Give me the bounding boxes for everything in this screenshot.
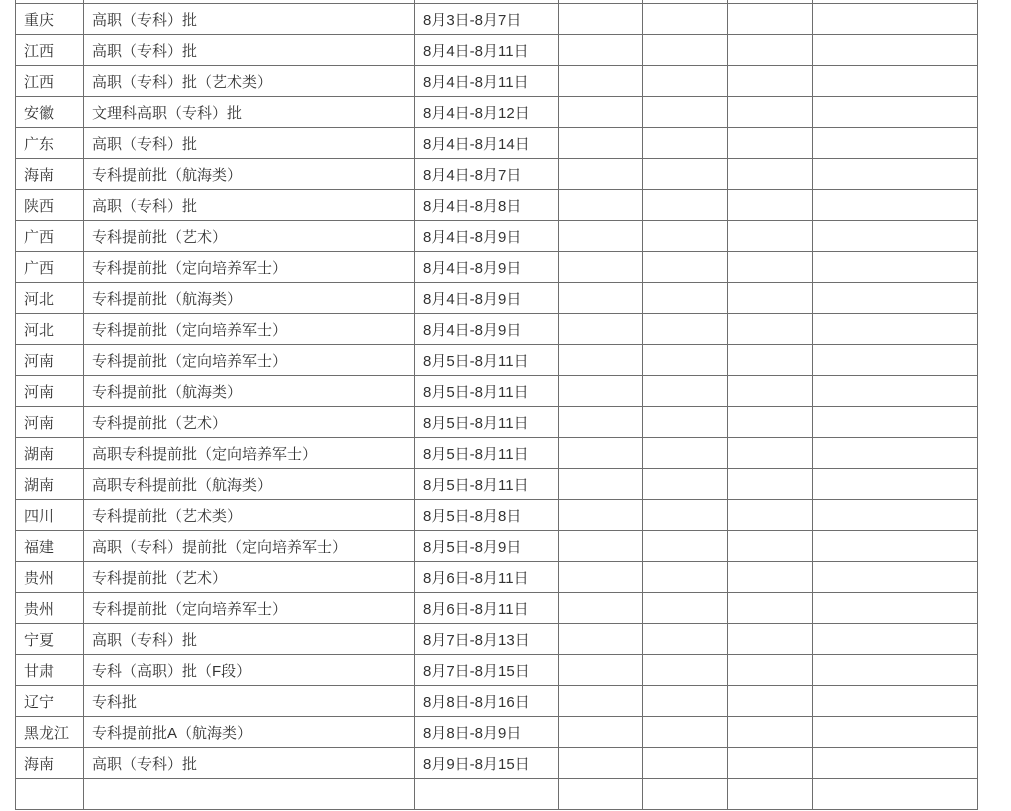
province-cell: 海南 <box>16 748 84 779</box>
date-range-cell: 8月6日-8月11日 <box>415 562 559 593</box>
province-cell: 河南 <box>16 407 84 438</box>
table-row <box>16 283 978 314</box>
empty-cell <box>728 4 813 35</box>
batch-cell: 专科（高职）批（F段） <box>84 655 415 686</box>
table-row <box>16 314 978 345</box>
province-cell: 河北 <box>16 283 84 314</box>
empty-cell <box>643 66 728 97</box>
empty-cell <box>643 500 728 531</box>
table-row <box>16 128 978 159</box>
date-range-cell: 8月5日-8月11日 <box>415 376 559 407</box>
empty-cell <box>643 779 728 810</box>
empty-cell <box>559 314 643 345</box>
date-range-cell: 8月4日-8月9日 <box>415 283 559 314</box>
table-row <box>16 345 978 376</box>
date-range-cell: 8月9日-8月15日 <box>415 748 559 779</box>
empty-cell <box>813 779 978 810</box>
province-cell: 河南 <box>16 376 84 407</box>
province-cell: 江西 <box>16 35 84 66</box>
province-cell: 湖南 <box>16 438 84 469</box>
province-cell: 陕西 <box>16 190 84 221</box>
batch-cell: 专科提前批（艺术） <box>84 407 415 438</box>
province-cell: 广西 <box>16 252 84 283</box>
batch-cell: 文理科高职（专科）批 <box>84 97 415 128</box>
empty-cell <box>643 469 728 500</box>
batch-cell: 专科提前批A（航海类） <box>84 717 415 748</box>
batch-cell: 高职（专科）批 <box>84 4 415 35</box>
empty-cell <box>813 531 978 562</box>
batch-cell: 专科提前批（航海类） <box>84 376 415 407</box>
date-range-cell: 8月4日-8月9日 <box>415 252 559 283</box>
empty-cell <box>559 66 643 97</box>
province-cell: 江西 <box>16 66 84 97</box>
date-range-cell: 8月7日-8月13日 <box>415 624 559 655</box>
empty-cell <box>813 283 978 314</box>
province-cell: 河北 <box>16 314 84 345</box>
table-row <box>16 35 978 66</box>
empty-cell <box>643 35 728 66</box>
empty-cell <box>559 252 643 283</box>
empty-cell <box>728 190 813 221</box>
empty-cell <box>813 4 978 35</box>
province-cell: 重庆 <box>16 4 84 35</box>
table-row <box>16 376 978 407</box>
province-cell: 贵州 <box>16 593 84 624</box>
empty-cell <box>728 252 813 283</box>
empty-cell <box>559 779 643 810</box>
province-cell: 河南 <box>16 345 84 376</box>
batch-cell: 高职（专科）批（艺术类） <box>84 66 415 97</box>
batch-cell: 高职（专科）提前批（定向培养军士） <box>84 531 415 562</box>
empty-cell <box>643 283 728 314</box>
empty-cell <box>559 4 643 35</box>
empty-cell <box>643 531 728 562</box>
empty-cell <box>813 345 978 376</box>
date-range-cell: 8月5日-8月9日 <box>415 531 559 562</box>
table-row <box>16 407 978 438</box>
empty-cell <box>813 190 978 221</box>
empty-cell <box>728 531 813 562</box>
empty-cell <box>559 376 643 407</box>
empty-cell <box>643 314 728 345</box>
batch-cell: 高职（专科）批 <box>84 128 415 159</box>
table-row <box>16 655 978 686</box>
empty-cell <box>643 190 728 221</box>
empty-cell <box>559 500 643 531</box>
empty-cell <box>643 159 728 190</box>
province-cell: 海南 <box>16 159 84 190</box>
province-cell: 安徽 <box>16 97 84 128</box>
batch-cell: 专科提前批（定向培养军士） <box>84 593 415 624</box>
table-row <box>16 159 978 190</box>
empty-cell <box>559 562 643 593</box>
empty-cell <box>643 593 728 624</box>
table-row <box>16 624 978 655</box>
date-range-cell: 8月5日-8月11日 <box>415 407 559 438</box>
empty-cell <box>559 283 643 314</box>
empty-cell <box>728 593 813 624</box>
empty-cell <box>643 717 728 748</box>
empty-cell <box>813 686 978 717</box>
empty-cell <box>643 252 728 283</box>
empty-cell <box>643 748 728 779</box>
empty-cell <box>559 221 643 252</box>
empty-cell <box>643 128 728 159</box>
empty-cell <box>728 562 813 593</box>
table-row <box>16 438 978 469</box>
empty-cell <box>728 469 813 500</box>
batch-cell: 专科提前批（定向培养军士） <box>84 345 415 376</box>
date-range-cell: 8月4日-8月14日 <box>415 128 559 159</box>
empty-cell <box>813 35 978 66</box>
date-range-cell: 8月5日-8月11日 <box>415 345 559 376</box>
empty-cell <box>559 717 643 748</box>
empty-cell <box>728 66 813 97</box>
empty-cell <box>728 345 813 376</box>
date-range-cell: 8月6日-8月11日 <box>415 593 559 624</box>
table-row <box>16 748 978 779</box>
date-range-cell: 8月8日-8月9日 <box>415 717 559 748</box>
empty-cell <box>643 562 728 593</box>
date-range-cell: 8月4日-8月9日 <box>415 314 559 345</box>
empty-cell <box>813 593 978 624</box>
province-cell: 甘肃 <box>16 655 84 686</box>
table-row <box>16 221 978 252</box>
empty-cell <box>728 655 813 686</box>
empty-cell <box>728 35 813 66</box>
empty-cell <box>643 624 728 655</box>
empty-cell <box>559 35 643 66</box>
empty-cell <box>813 655 978 686</box>
empty-cell <box>559 97 643 128</box>
date-range-cell: 8月4日-8月11日 <box>415 66 559 97</box>
empty-cell <box>559 345 643 376</box>
province-cell: 宁夏 <box>16 624 84 655</box>
empty-cell <box>813 438 978 469</box>
date-range-cell: 8月4日-8月9日 <box>415 221 559 252</box>
partial-row-bottom <box>16 779 978 810</box>
date-range-cell: 8月5日-8月8日 <box>415 500 559 531</box>
date-range-cell: 8月3日-8月7日 <box>415 4 559 35</box>
batch-cell: 专科提前批（航海类） <box>84 283 415 314</box>
table-row <box>16 531 978 562</box>
batch-cell: 专科提前批（艺术类） <box>84 500 415 531</box>
empty-cell <box>728 283 813 314</box>
batch-cell: 专科提前批（艺术） <box>84 562 415 593</box>
empty-cell <box>813 314 978 345</box>
empty-cell <box>559 748 643 779</box>
table-row <box>16 252 978 283</box>
empty-cell <box>813 562 978 593</box>
batch-cell: 高职（专科）批 <box>84 190 415 221</box>
batch-cell: 高职专科提前批（航海类） <box>84 469 415 500</box>
empty-cell <box>643 4 728 35</box>
empty-cell <box>813 748 978 779</box>
batch-cell: 专科提前批（航海类） <box>84 159 415 190</box>
empty-cell <box>813 500 978 531</box>
province-cell: 湖南 <box>16 469 84 500</box>
batch-cell: 高职（专科）批 <box>84 624 415 655</box>
empty-cell <box>813 624 978 655</box>
province-cell: 辽宁 <box>16 686 84 717</box>
province-cell: 四川 <box>16 500 84 531</box>
table-row <box>16 500 978 531</box>
province-cell: 贵州 <box>16 562 84 593</box>
empty-cell <box>813 159 978 190</box>
province-cell: 福建 <box>16 531 84 562</box>
batch-cell: 专科提前批（定向培养军士） <box>84 314 415 345</box>
empty-cell <box>813 221 978 252</box>
empty-cell <box>559 469 643 500</box>
date-range-cell: 8月7日-8月15日 <box>415 655 559 686</box>
table-row <box>16 97 978 128</box>
empty-cell <box>728 314 813 345</box>
date-range-cell: 8月5日-8月11日 <box>415 469 559 500</box>
empty-cell <box>559 531 643 562</box>
table-row <box>16 562 978 593</box>
empty-cell <box>559 190 643 221</box>
batch-cell: 高职专科提前批（定向培养军士） <box>84 438 415 469</box>
province-cell: 广西 <box>16 221 84 252</box>
empty-cell <box>728 128 813 159</box>
empty-cell <box>415 779 559 810</box>
empty-cell <box>728 624 813 655</box>
empty-cell <box>559 593 643 624</box>
batch-cell: 专科批 <box>84 686 415 717</box>
empty-cell <box>643 438 728 469</box>
empty-cell <box>559 159 643 190</box>
empty-cell <box>728 500 813 531</box>
table-row <box>16 190 978 221</box>
empty-cell <box>813 469 978 500</box>
admission-schedule-table <box>15 0 978 810</box>
empty-cell <box>813 97 978 128</box>
batch-cell: 专科提前批（艺术） <box>84 221 415 252</box>
empty-cell <box>559 128 643 159</box>
empty-cell <box>559 407 643 438</box>
empty-cell <box>813 128 978 159</box>
table-row <box>16 469 978 500</box>
empty-cell <box>728 407 813 438</box>
empty-cell <box>728 748 813 779</box>
empty-cell <box>16 779 84 810</box>
empty-cell <box>559 655 643 686</box>
date-range-cell: 8月4日-8月11日 <box>415 35 559 66</box>
empty-cell <box>813 376 978 407</box>
date-range-cell: 8月4日-8月8日 <box>415 190 559 221</box>
date-range-cell: 8月8日-8月16日 <box>415 686 559 717</box>
empty-cell <box>813 717 978 748</box>
empty-cell <box>559 624 643 655</box>
empty-cell <box>728 717 813 748</box>
empty-cell <box>643 221 728 252</box>
date-range-cell: 8月4日-8月12日 <box>415 97 559 128</box>
table-row <box>16 4 978 35</box>
empty-cell <box>813 252 978 283</box>
table-body <box>16 0 978 810</box>
empty-cell <box>728 438 813 469</box>
date-range-cell: 8月5日-8月11日 <box>415 438 559 469</box>
empty-cell <box>643 407 728 438</box>
empty-cell <box>728 221 813 252</box>
table-row <box>16 717 978 748</box>
empty-cell <box>728 376 813 407</box>
empty-cell <box>643 655 728 686</box>
empty-cell <box>643 97 728 128</box>
empty-cell <box>728 97 813 128</box>
empty-cell <box>559 438 643 469</box>
date-range-cell: 8月4日-8月7日 <box>415 159 559 190</box>
empty-cell <box>728 159 813 190</box>
table-row <box>16 593 978 624</box>
empty-cell <box>643 686 728 717</box>
empty-cell <box>643 345 728 376</box>
province-cell: 黑龙江 <box>16 717 84 748</box>
table-row <box>16 66 978 97</box>
empty-cell <box>728 686 813 717</box>
empty-cell <box>559 686 643 717</box>
table-row <box>16 686 978 717</box>
empty-cell <box>813 407 978 438</box>
batch-cell: 专科提前批（定向培养军士） <box>84 252 415 283</box>
empty-cell <box>813 66 978 97</box>
batch-cell: 高职（专科）批 <box>84 748 415 779</box>
empty-cell <box>728 779 813 810</box>
empty-cell <box>84 779 415 810</box>
province-cell: 广东 <box>16 128 84 159</box>
batch-cell: 高职（专科）批 <box>84 35 415 66</box>
empty-cell <box>643 376 728 407</box>
